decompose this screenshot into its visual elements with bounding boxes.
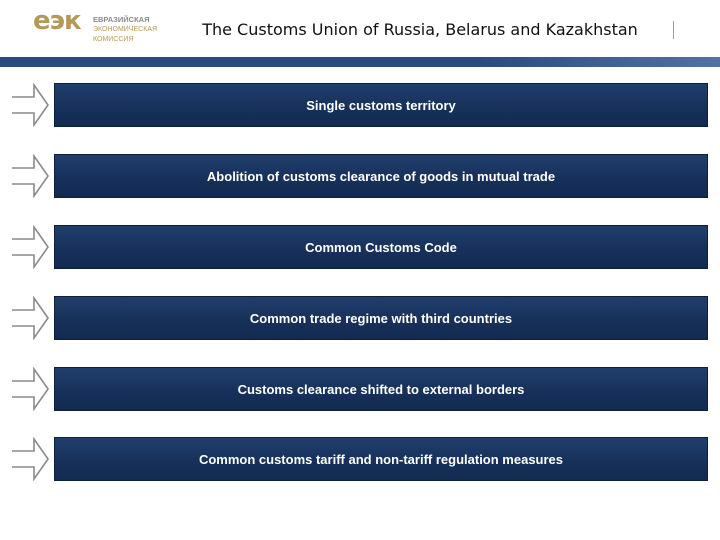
item-box: [54, 83, 708, 127]
eec-logo: [33, 6, 163, 52]
arrow-right-icon: [12, 367, 52, 411]
slide-header: [0, 0, 720, 58]
arrow-right-icon: [12, 437, 52, 481]
item-label: Common customs tariff and non-tariff regulation measures: [198, 451, 564, 467]
item-label: Abolition of customs clearance of goods in mutual trade: [206, 168, 556, 184]
item-label: Common Customs Code: [305, 239, 457, 255]
arrow-right-icon: [12, 296, 52, 340]
logo-line-3: КОМИССИЯ: [93, 36, 134, 43]
logo-mark: еэк: [33, 6, 81, 36]
title-divider: [673, 21, 674, 39]
list-item: [0, 154, 720, 198]
header-bar-highlight: [480, 57, 720, 67]
item-label: Single customs territory: [306, 97, 456, 113]
list-item: [0, 437, 720, 481]
logo-line-2: ЭКОНОМИЧЕСКАЯ: [93, 26, 158, 33]
logo-line-1: ЕВРАЗИЙСКАЯ: [93, 15, 150, 24]
list-item: [0, 296, 720, 340]
arrow-right-icon: [12, 154, 52, 198]
list-item: [0, 83, 720, 127]
arrow-right-icon: [12, 225, 52, 269]
item-box: [54, 154, 708, 198]
item-label: Customs clearance shifted to external borders: [237, 381, 525, 397]
item-box: [54, 437, 708, 481]
list-item: [0, 367, 720, 411]
item-box: [54, 225, 708, 269]
item-label: Common trade regime with third countries: [249, 310, 513, 326]
arrow-right-icon: [12, 83, 52, 127]
item-box: [54, 296, 708, 340]
list-item: [0, 225, 720, 269]
slide-title: The Customs Union of Russia, Belarus and Kazakhstan: [202, 20, 638, 39]
item-box: [54, 367, 708, 411]
